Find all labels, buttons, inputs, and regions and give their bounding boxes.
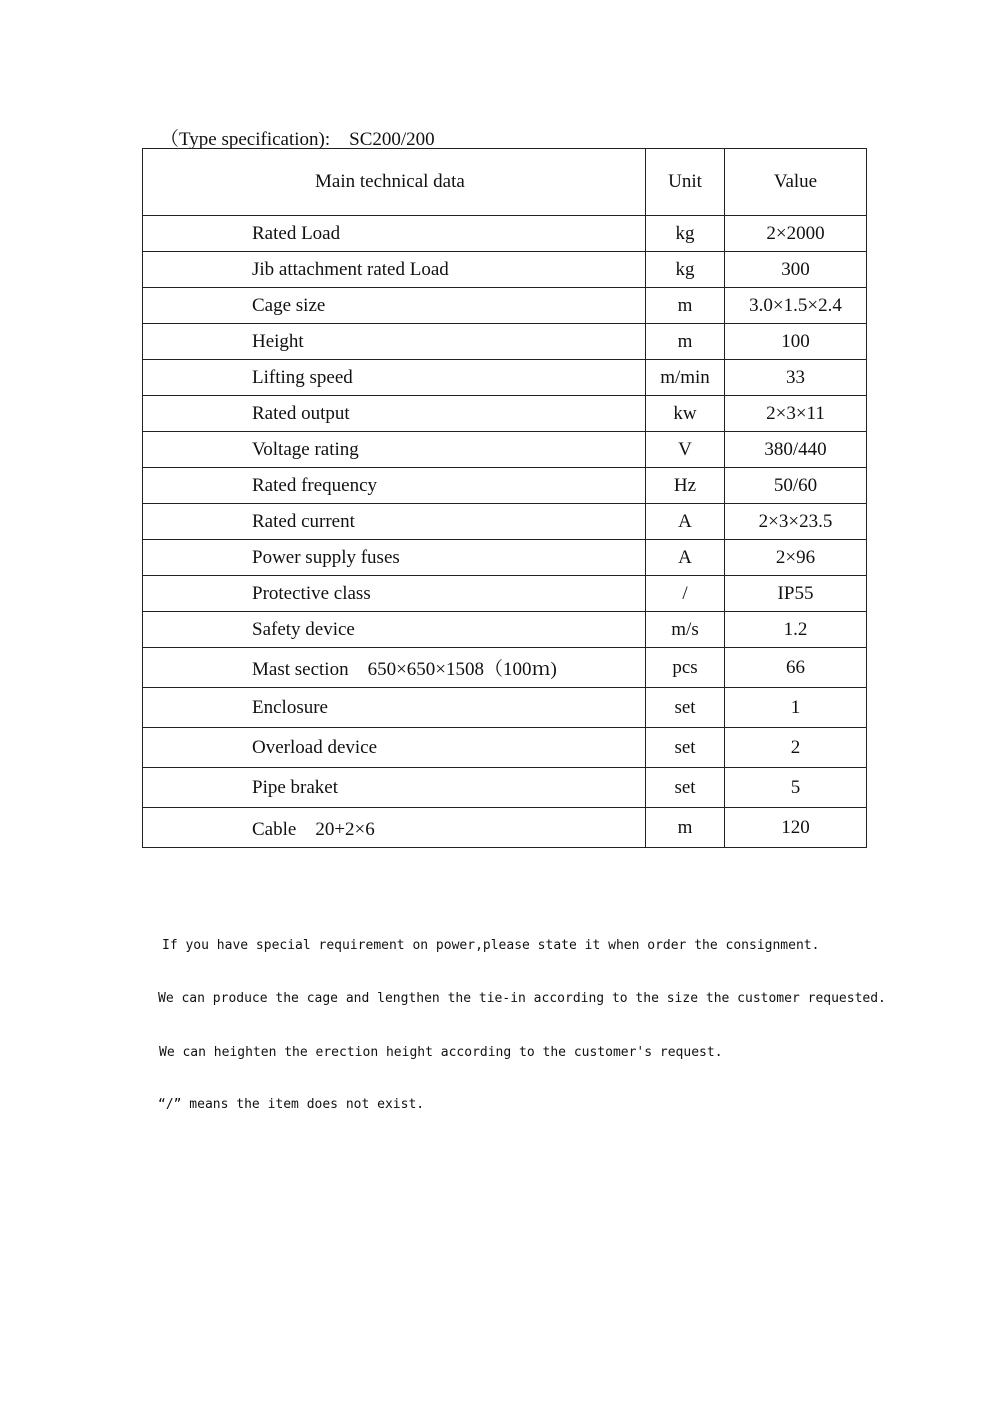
unit-cell: A	[646, 504, 725, 540]
table-row	[143, 288, 867, 324]
table-row	[143, 252, 867, 288]
param-cell: Rated current	[143, 504, 646, 540]
unit-cell: Hz	[646, 468, 725, 504]
param-cell: Cable 20+2×6	[143, 808, 646, 848]
note-slash-meaning: “/” means the item does not exist.	[158, 1097, 425, 1112]
param-cell: Pipe braket	[143, 768, 646, 808]
param-cell: Power supply fuses	[143, 540, 646, 576]
value-cell: 2×3×11	[725, 396, 867, 432]
technical-data-table	[142, 148, 867, 848]
value-cell: 2×3×23.5	[725, 504, 867, 540]
unit-cell: m	[646, 324, 725, 360]
table-row	[143, 504, 867, 540]
note-erection-height: We can heighten the erection height according to the customer's request.	[159, 1045, 723, 1060]
unit-cell: set	[646, 728, 725, 768]
param-cell: Safety device	[143, 612, 646, 648]
table-row	[143, 688, 867, 728]
header-unit: Unit	[646, 149, 725, 216]
value-cell: 120	[725, 808, 867, 848]
type-specification: （Type specification): SC200/200	[160, 129, 435, 150]
table-row	[143, 648, 867, 688]
param-cell: Mast section 650×650×1508（100ｍ)	[143, 648, 646, 688]
unit-cell: set	[646, 768, 725, 808]
table-row	[143, 216, 867, 252]
unit-cell: A	[646, 540, 725, 576]
param-cell: Rated frequency	[143, 468, 646, 504]
param-cell: Lifting speed	[143, 360, 646, 396]
value-cell: 3.0×1.5×2.4	[725, 288, 867, 324]
value-cell: 2	[725, 728, 867, 768]
value-cell: 2×2000	[725, 216, 867, 252]
unit-cell: pcs	[646, 648, 725, 688]
table-row	[143, 576, 867, 612]
table-row	[143, 432, 867, 468]
value-cell: 2×96	[725, 540, 867, 576]
param-cell: Protective class	[143, 576, 646, 612]
table-row	[143, 324, 867, 360]
unit-cell: kw	[646, 396, 725, 432]
unit-cell: m/s	[646, 612, 725, 648]
table-row	[143, 728, 867, 768]
value-cell: 300	[725, 252, 867, 288]
value-cell: 5	[725, 768, 867, 808]
value-cell: 33	[725, 360, 867, 396]
unit-cell: kg	[646, 216, 725, 252]
param-cell: Rated output	[143, 396, 646, 432]
param-cell: Cage size	[143, 288, 646, 324]
table-row	[143, 396, 867, 432]
param-cell: Height	[143, 324, 646, 360]
note-power-requirement: If you have special requirement on power,please state it when order the consignment.	[162, 938, 820, 953]
value-cell: 100	[725, 324, 867, 360]
unit-cell: m	[646, 288, 725, 324]
note-cage-size: We can produce the cage and lengthen the tie-in according to the size the customer requested.	[158, 991, 886, 1006]
value-cell: 66	[725, 648, 867, 688]
value-cell: 1.2	[725, 612, 867, 648]
table-row	[143, 808, 867, 848]
unit-cell: set	[646, 688, 725, 728]
table-row	[143, 612, 867, 648]
unit-cell: V	[646, 432, 725, 468]
table-row	[143, 468, 867, 504]
table-header-row	[143, 149, 867, 216]
value-cell: 380/440	[725, 432, 867, 468]
value-cell: 50/60	[725, 468, 867, 504]
table-row	[143, 540, 867, 576]
param-cell: Overload device	[143, 728, 646, 768]
unit-cell: m/min	[646, 360, 725, 396]
table-row	[143, 768, 867, 808]
unit-cell: m	[646, 808, 725, 848]
param-cell: Rated Load	[143, 216, 646, 252]
unit-cell: /	[646, 576, 725, 612]
param-cell: Voltage rating	[143, 432, 646, 468]
unit-cell: kg	[646, 252, 725, 288]
value-cell: 1	[725, 688, 867, 728]
header-value: Value	[725, 149, 867, 216]
value-cell: IP55	[725, 576, 867, 612]
table-row	[143, 360, 867, 396]
param-cell: Enclosure	[143, 688, 646, 728]
param-cell: Jib attachment rated Load	[143, 252, 646, 288]
header-main-technical-data: Main technical data	[143, 149, 646, 216]
